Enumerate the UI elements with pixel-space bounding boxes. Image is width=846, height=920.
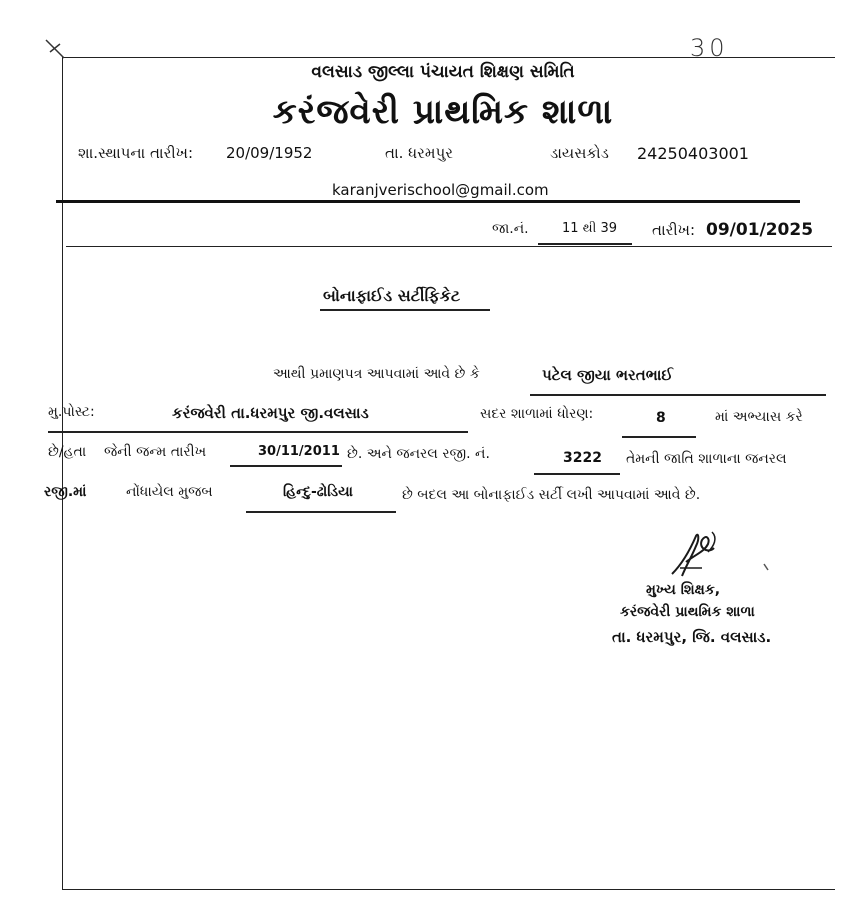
gr-label: છે. અને જનરલ રજી. નં. [347,446,490,462]
post-label: મુ.પોસ્ટ: [48,404,95,420]
signatory-designation: મુખ્ય શિક્ષક, [646,582,721,598]
certificate-title: બોનાફાઈડ સર્ટીફિકેટ [323,286,461,305]
establishment-label: શા.સ્થાપના તારીખ: [78,144,194,162]
outward-number: 11 થી 39 [562,221,618,236]
standard-underline [622,436,696,438]
taluka-label: તા. ધરમપુર [385,144,453,162]
signatory-school: કરંજવેરી પ્રાથમિક શાળા [620,604,755,620]
outward-label: જા.નં. [492,221,529,237]
school-email: karanjverischool@gmail.com [332,181,549,199]
page-border-left [62,57,63,889]
school-name: કરંજવેરી પ્રાથમિક શાળા [272,92,614,132]
gr-underline [534,473,620,475]
header-rule [56,200,800,203]
title-underline [320,309,490,311]
signatory-place: તા. ધરમપુર, જિ. વલસાડ. [612,628,772,646]
establishment-date: 20/09/1952 [226,144,313,162]
student-name: પટેલ જીયા ભરતભાઈ [542,366,673,384]
gr-number: 3222 [563,450,602,466]
reference-rule [66,246,832,247]
outward-underline [538,243,632,245]
caste-text: તેમની જાતિ શાળાના જનરલ [626,451,787,467]
page-border-bottom [62,889,835,890]
student-address: કરંજવેરી તા.ધરમપુર જી.વલસાડ [172,404,369,422]
address-underline [48,431,468,433]
caste-underline [246,511,396,513]
register-label: રજી.માં [44,484,87,500]
standard-value: 8 [656,410,666,426]
student-name-underline [530,394,826,396]
dise-code: 24250403001 [637,144,749,163]
studying-text: માં અભ્યાસ કરે [715,409,803,425]
corner-mark-icon [44,38,66,60]
letter-date: 09/01/2025 [706,220,814,240]
date-of-birth: 30/11/2011 [258,444,340,459]
was-label: છે/હતા [48,444,87,460]
dob-underline [230,465,342,467]
closing-text: છે બદલ આ બોનાફાઈડ સર્ટી લખી આપવામાં આવે છે. [402,487,701,503]
intro-text: આથી પ્રમાણપત્ર આપવામાં આવે છે કે [273,366,480,382]
headmaster-signature [652,524,782,586]
date-label: તારીખ: [652,221,696,239]
council-name: વલસાડ જીલ્લા પંચાયત શિક્ષણ સમિતિ [311,62,575,82]
dise-label: ડાયસકોડ [550,144,609,162]
caste-value: હિન્દુ-ઢોડિયા [283,484,353,500]
recorded-text: નોંધાયેલ મુજબ [126,484,213,500]
standard-label: સદર શાળામાં ધોરણ: [480,406,594,422]
page-number: 30 [690,34,729,62]
dob-label: જેની જન્મ તારીખ [104,444,207,460]
